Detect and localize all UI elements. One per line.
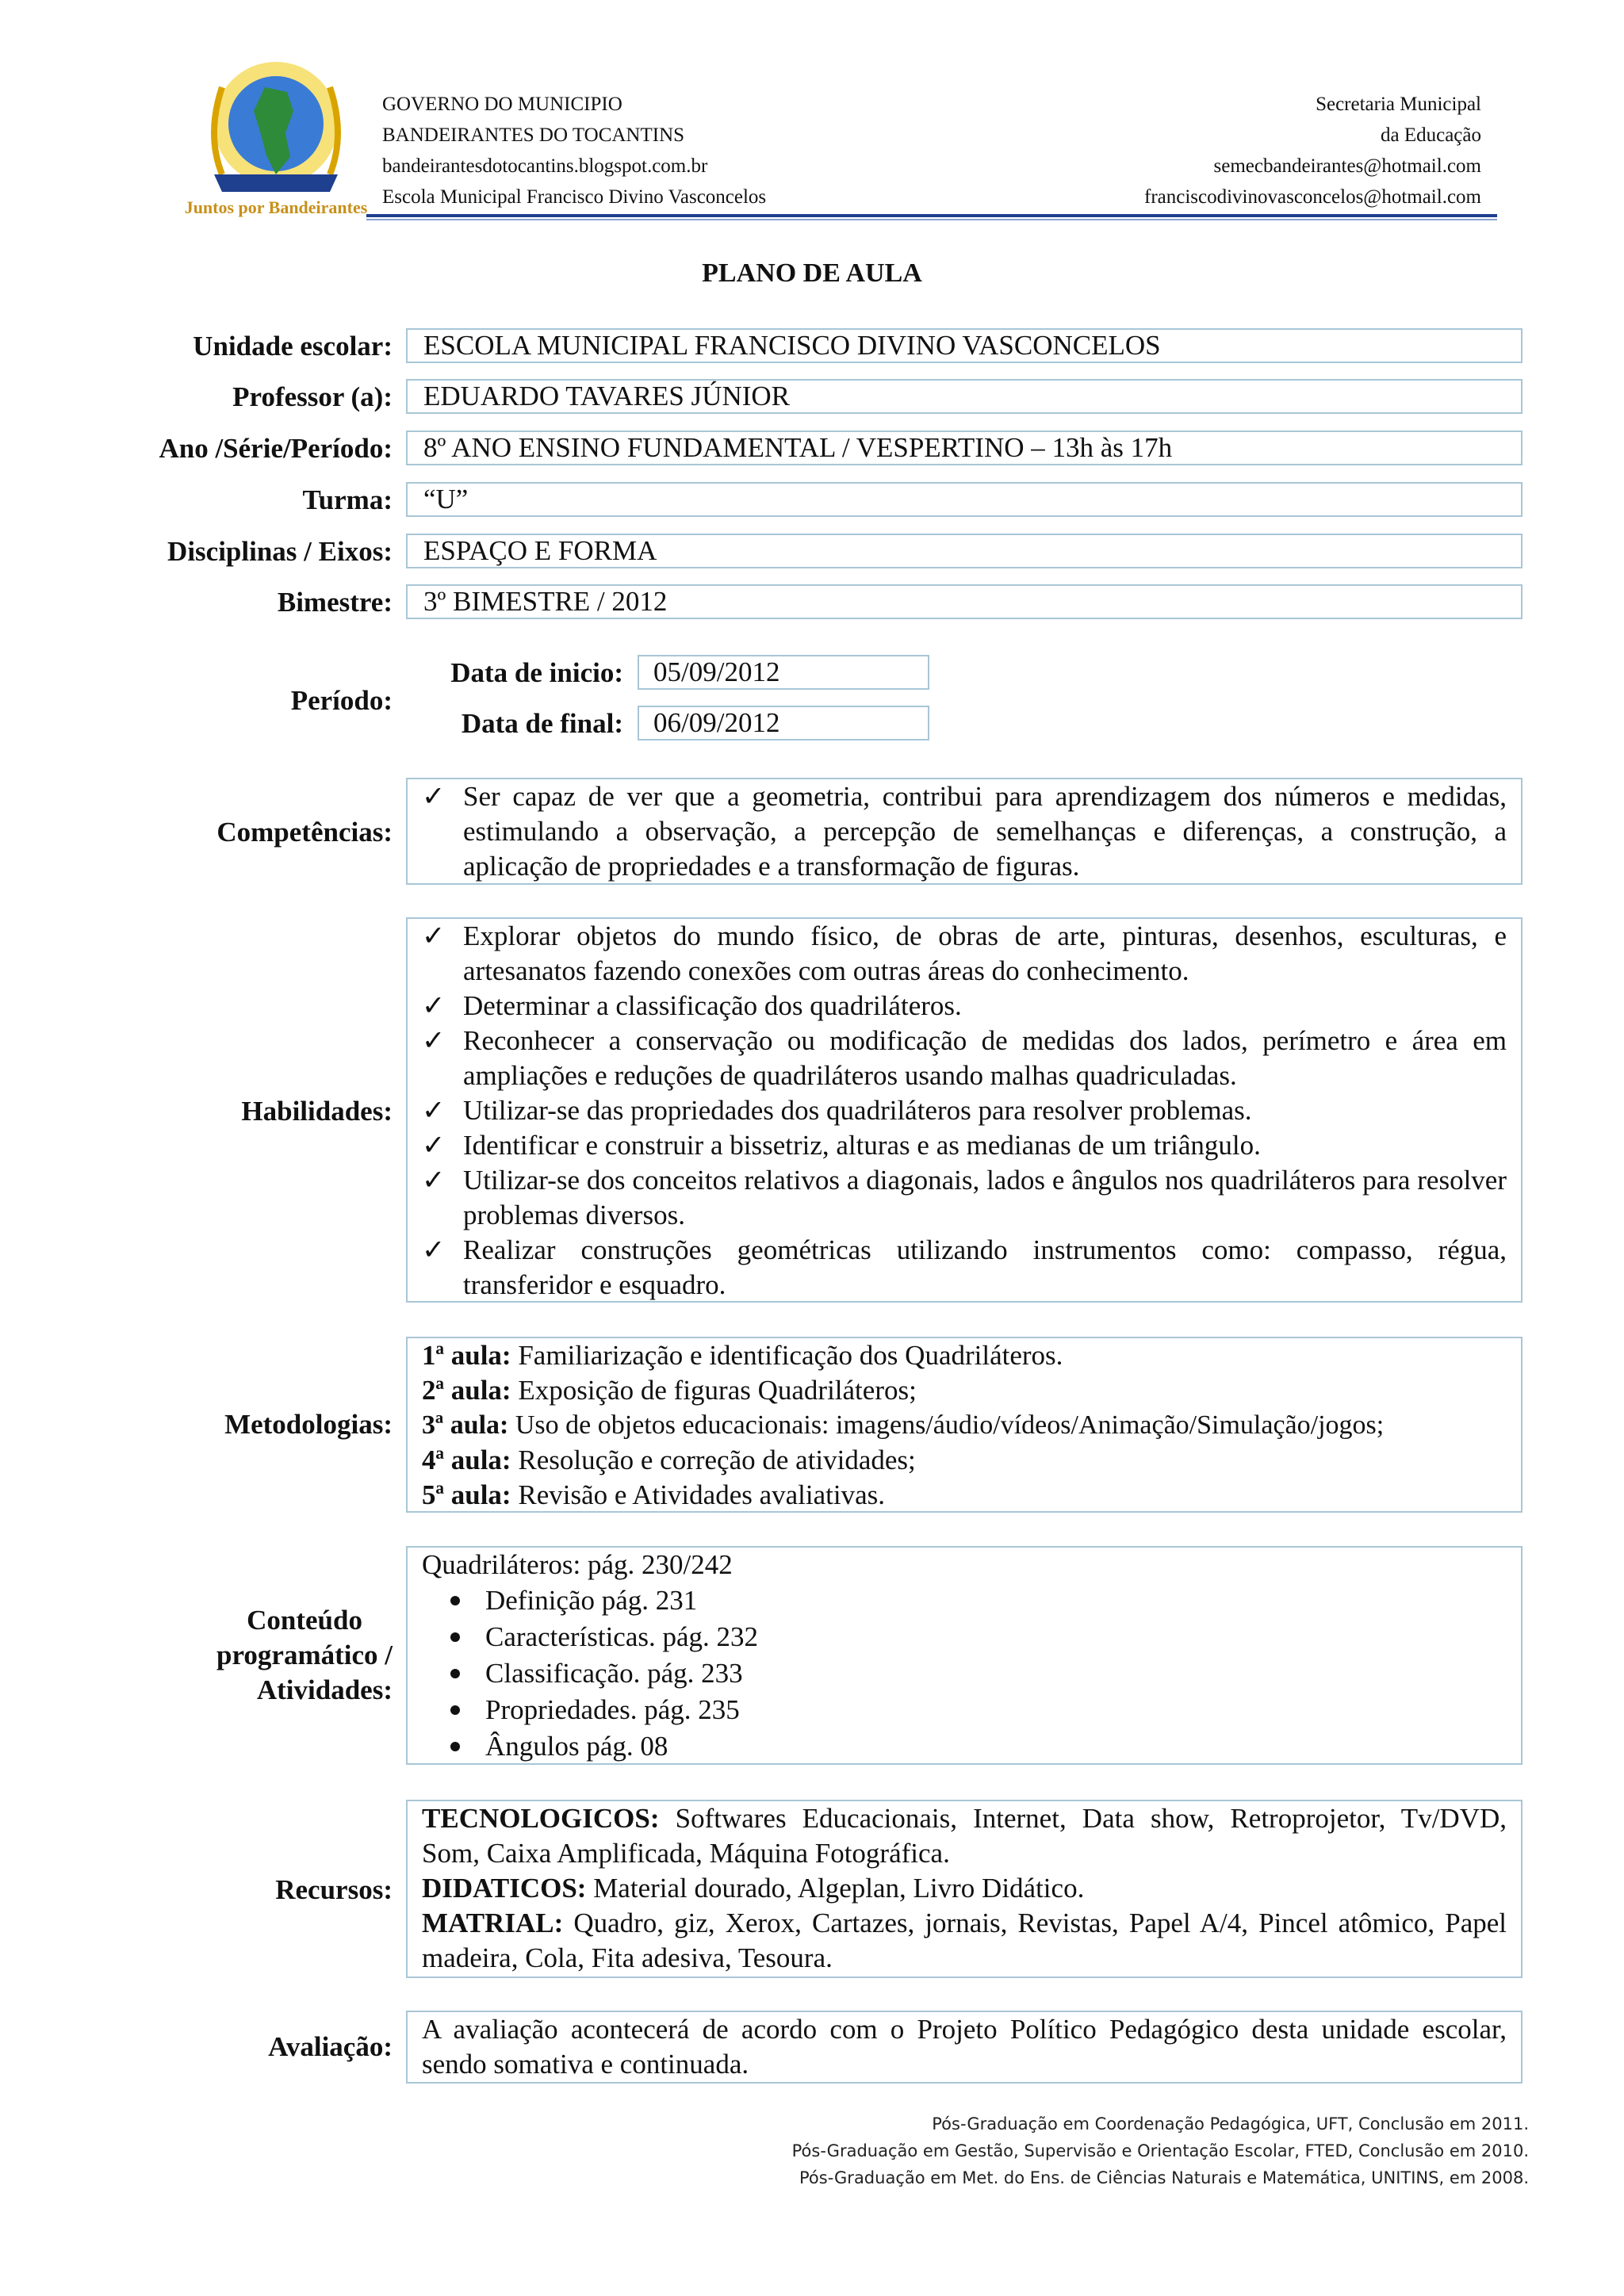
competencias-label: Competências: [216,817,393,848]
bimestre-label: Bimestre: [277,587,393,618]
metodologias-box [406,1337,1522,1513]
professor-label: Professor (a): [232,381,393,412]
aula-1: 1ª aula: Familiarização e identificação dos Quadriláteros. [422,1340,1063,1371]
header-secretaria: Secretaria Municipal [1316,94,1481,115]
aula-3: 3ª aula: Uso de objetos educacionais: imagens/áudio/vídeos/Animação/Simulação/jogos; [422,1410,1385,1440]
bullet-icon [450,1742,460,1751]
header-blog: bandeirantesdotocantins.blogspot.com.br [382,155,708,177]
turma-field: “U” [406,482,1522,517]
bullet-icon [450,1705,460,1715]
list-item: ✓ Utilizar-se das propriedades dos quadriláteros para resolver problemas. [422,1093,1507,1128]
avaliacao-label: Avaliação: [268,2031,393,2062]
conteudo-list [422,1582,1507,1765]
check-icon: ✓ [422,781,446,812]
logo-caption: Juntos por Bandeirantes [184,197,368,217]
final-field: 06/09/2012 [638,706,929,740]
list-item: Propriedades. pág. 235 [446,1692,1507,1728]
header-semec-email: semecbandeirantes@hotmail.com [1213,155,1481,177]
unidade-field: ESCOLA MUNICIPAL FRANCISCO DIVINO VASCONCELOS [406,328,1522,363]
bimestre-field: 3º BIMESTRE / 2012 [406,584,1522,619]
conteudo-intro: Quadriláteros: pág. 230/242 [422,1549,733,1580]
aula-2: 2ª aula: Exposição de figuras Quadriláteros; [422,1375,917,1406]
footer-credentials [792,2110,1529,2191]
turma-label: Turma: [302,484,393,515]
list-item: ✓ Explorar objetos do mundo físico, de obras de arte, pinturas, desenhos, esculturas, e artesanatos fazendo conexões com outras áreas do conhecimento. [422,920,1507,986]
list-item: ✓ Identificar e construir a bissetriz, alturas e as medianas de um triângulo. [422,1128,1507,1163]
page-title: PLANO DE AULA [702,258,922,288]
check-icon: ✓ [422,1130,446,1161]
bullet-icon [450,1632,460,1642]
recursos-didaticos: DIDATICOS: Material dourado, Algeplan, Livro Didático. [422,1873,1085,1904]
avaliacao-box: A avaliação acontecerá de acordo com o Projeto Político Pedagógico desta unidade escolar, sendo somativa e continuada. [406,2011,1522,2084]
check-icon: ✓ [422,1234,446,1265]
footer-line-1: Pós-Graduação em Coordenação Pedagógica, UFT, Conclusão em 2011. [932,2114,1529,2133]
footer-line-3: Pós-Graduação em Met. do Ens. de Ciências Naturais e Matemática, UNITINS, em 2008. [799,2168,1529,2187]
ano-label: Ano /Série/Período: [159,433,393,464]
header-right [1144,89,1481,212]
professor-field: EDUARDO TAVARES JÚNIOR [406,379,1522,414]
bullet-icon [450,1596,460,1605]
inicio-label: Data de inicio: [450,657,623,688]
list-item: ✓ Realizar construções geométricas utilizando instrumentos como: compasso, régua, transferidor e esquadro. [422,1234,1507,1300]
competencias-box [406,778,1522,885]
competencias-list [422,779,1507,884]
aula-4: 4ª aula: Resolução e correção de atividades; [422,1445,916,1475]
check-icon: ✓ [422,1025,446,1056]
list-item: Ângulos pág. 08 [446,1728,1507,1765]
conteudo-label: Conteúdo programático / Atividades: [216,1605,393,1705]
footer-line-2: Pós-Graduação em Gestão, Supervisão e Orientação Escolar, FTED, Conclusão em 2010. [791,2141,1529,2160]
aula-5: 5ª aula: Revisão e Atividades avaliativas. [422,1479,885,1510]
list-item: ✓ Utilizar-se dos conceitos relativos a diagonais, lados e ângulos nos quadriláteros para resolver problemas diversos. [422,1165,1507,1230]
list-item: ✓ Reconhecer a conservação ou modificação de medidas dos lados, perímetro e área em ampliações e reduções de quadriláteros usando malhas quadriculadas. [422,1025,1507,1091]
check-icon: ✓ [422,1165,446,1196]
inicio-field: 05/09/2012 [638,655,929,690]
header-school-email: franciscodivinovasconcelos@hotmail.com [1144,186,1481,208]
header-gov: GOVERNO DO MUNICIPIO [382,94,622,115]
list-item: Classificação. pág. 233 [446,1655,1507,1692]
disciplinas-label: Disciplinas / Eixos: [167,536,393,567]
ano-field: 8º ANO ENSINO FUNDAMENTAL / VESPERTINO – 13h às 17h [406,430,1522,465]
list-item: Características. pág. 232 [446,1619,1507,1655]
header-school: Escola Municipal Francisco Divino Vasconcelos [382,186,767,208]
header-city: BANDEIRANTES DO TOCANTINS [382,124,685,146]
list-item: ✓ Ser capaz de ver que a geometria, contribui para aprendizagem dos números e medidas, estimulando a observação, a percepção de semelhanças e diferenças, a construção, a aplicação de propriedades e a transformação de figuras. [422,781,1507,882]
header-divider [366,214,1497,220]
bullet-icon [450,1669,460,1678]
header-educacao: da Educação [1380,124,1481,146]
header-left [382,89,766,212]
metodologias-label: Metodologias: [224,1409,393,1440]
recursos-tecnologicos: TECNOLOGICOS: Softwares Educacionais, Internet, Data show, Retroprojetor, Tv/DVD, Som, Caixa Amplificada, Máquina Fotográfica. [422,1803,1507,1869]
recursos-label: Recursos: [275,1874,393,1905]
habilidades-box [406,917,1522,1303]
check-icon: ✓ [422,1095,446,1126]
final-label: Data de final: [461,708,623,739]
unidade-label: Unidade escolar: [193,331,393,362]
list-item: Definição pág. 231 [446,1582,1507,1619]
periodo-label: Período: [290,685,393,716]
disciplinas-field: ESPAÇO E FORMA [406,534,1522,568]
list-item: ✓ Determinar a classificação dos quadriláteros. [422,989,1507,1024]
habilidades-label: Habilidades: [241,1096,393,1127]
recursos-material: MATRIAL: Quadro, giz, Xerox, Cartazes, jornais, Revistas, Papel A/4, Pincel atômico, Papel madeira, Cola, Fita adesiva, Tesoura. [422,1908,1507,1973]
check-icon: ✓ [422,990,446,1021]
habilidades-list [422,919,1507,1303]
municipal-logo [184,55,368,222]
conteudo-box [406,1546,1522,1765]
check-icon: ✓ [422,920,446,951]
recursos-box [406,1800,1522,1978]
